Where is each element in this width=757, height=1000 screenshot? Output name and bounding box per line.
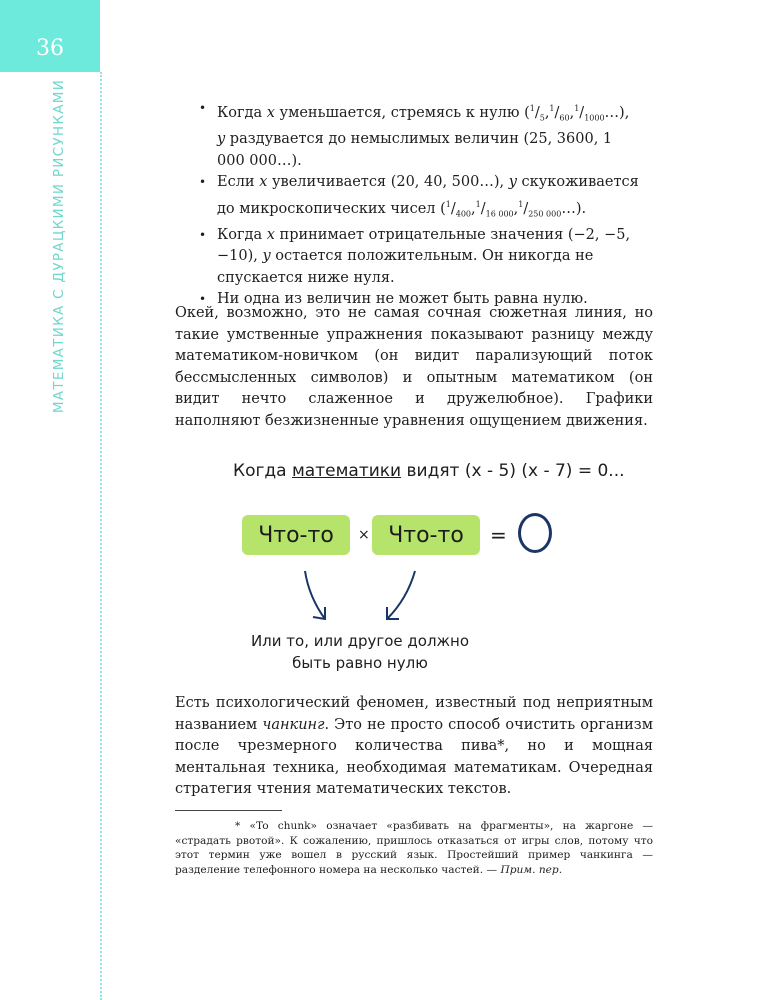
paragraph-chunking: Есть психологический феномен, известный под неприятным названием чанкинг. Это не просто способ очистить организм после чрезмерного количества пива*, но и мощная ментальная техника, необходимая математикам. Очередная стратегия чтения математических текстов. [175, 695, 653, 797]
illustration-note: Или то, или другое должно быть равно нулю [250, 632, 470, 672]
illustration-caption: Когда математики видят (x - 5) (x - 7) = 0... [233, 461, 625, 481]
bullet-list [199, 98, 639, 311]
zero-circle-icon [518, 513, 552, 553]
footnote-divider [175, 810, 282, 811]
list-item: • Ни одна из величин не может быть равна нулю. [199, 289, 639, 311]
margin-dotted-line [100, 72, 102, 1000]
page-number: 36 [36, 36, 64, 61]
something-chip-left: Что-то [242, 515, 350, 555]
running-title: МАТЕМАТИКА С ДУРАЦКИМИ РИСУНКАМИ [51, 78, 67, 414]
list-item: • Когда x принимает отрицательные значения (−2, −5, −10), y остается положительным. Он никогда не спускается ниже нуля. [199, 225, 639, 290]
something-chip-right: Что-то [372, 515, 480, 555]
multiply-sign: × [358, 527, 370, 543]
equals-sign: = [490, 523, 507, 547]
arrow-down-left-icon [295, 567, 355, 627]
list-item: • Когда x уменьшается, стремясь к нулю $(^1/_5,^1/_{60},^1/_{1000}\dots)$, y раздувается до немыслимых величин (25, 3600, 1 000 000…). [199, 98, 639, 172]
paragraph-graphs: Окей, возможно, это не самая сочная сюжетная линия, но такие умственные упражнения показывают разницу между математиком-новичком (он видит парализующий поток бессмысленных символов) и опытным математиком (он видит нечто слаженное и дружелюбное). Графики наполняют безжизненные уравнения ощущением движения. [175, 305, 653, 429]
footnote: * «To chunk» означает «разбивать на фрагменты», на жаргоне — «страдать рвотой». К сожалению, пришлось отказаться от игры слов, потому что этот термин уже вошел в русский язык. Простейший пример чанкинга — разделение телефонного номера на несколько частей. — Прим. пер. [175, 820, 653, 876]
list-item: • Если x увеличивается (20, 40, 500…), y скукоживается до микроскопических чисел $(^1/_{400},^1/_{16 000},^1/_{250 000}\dots)$. [199, 172, 639, 225]
arrow-down-right-icon [375, 567, 435, 627]
illustration [200, 455, 670, 685]
